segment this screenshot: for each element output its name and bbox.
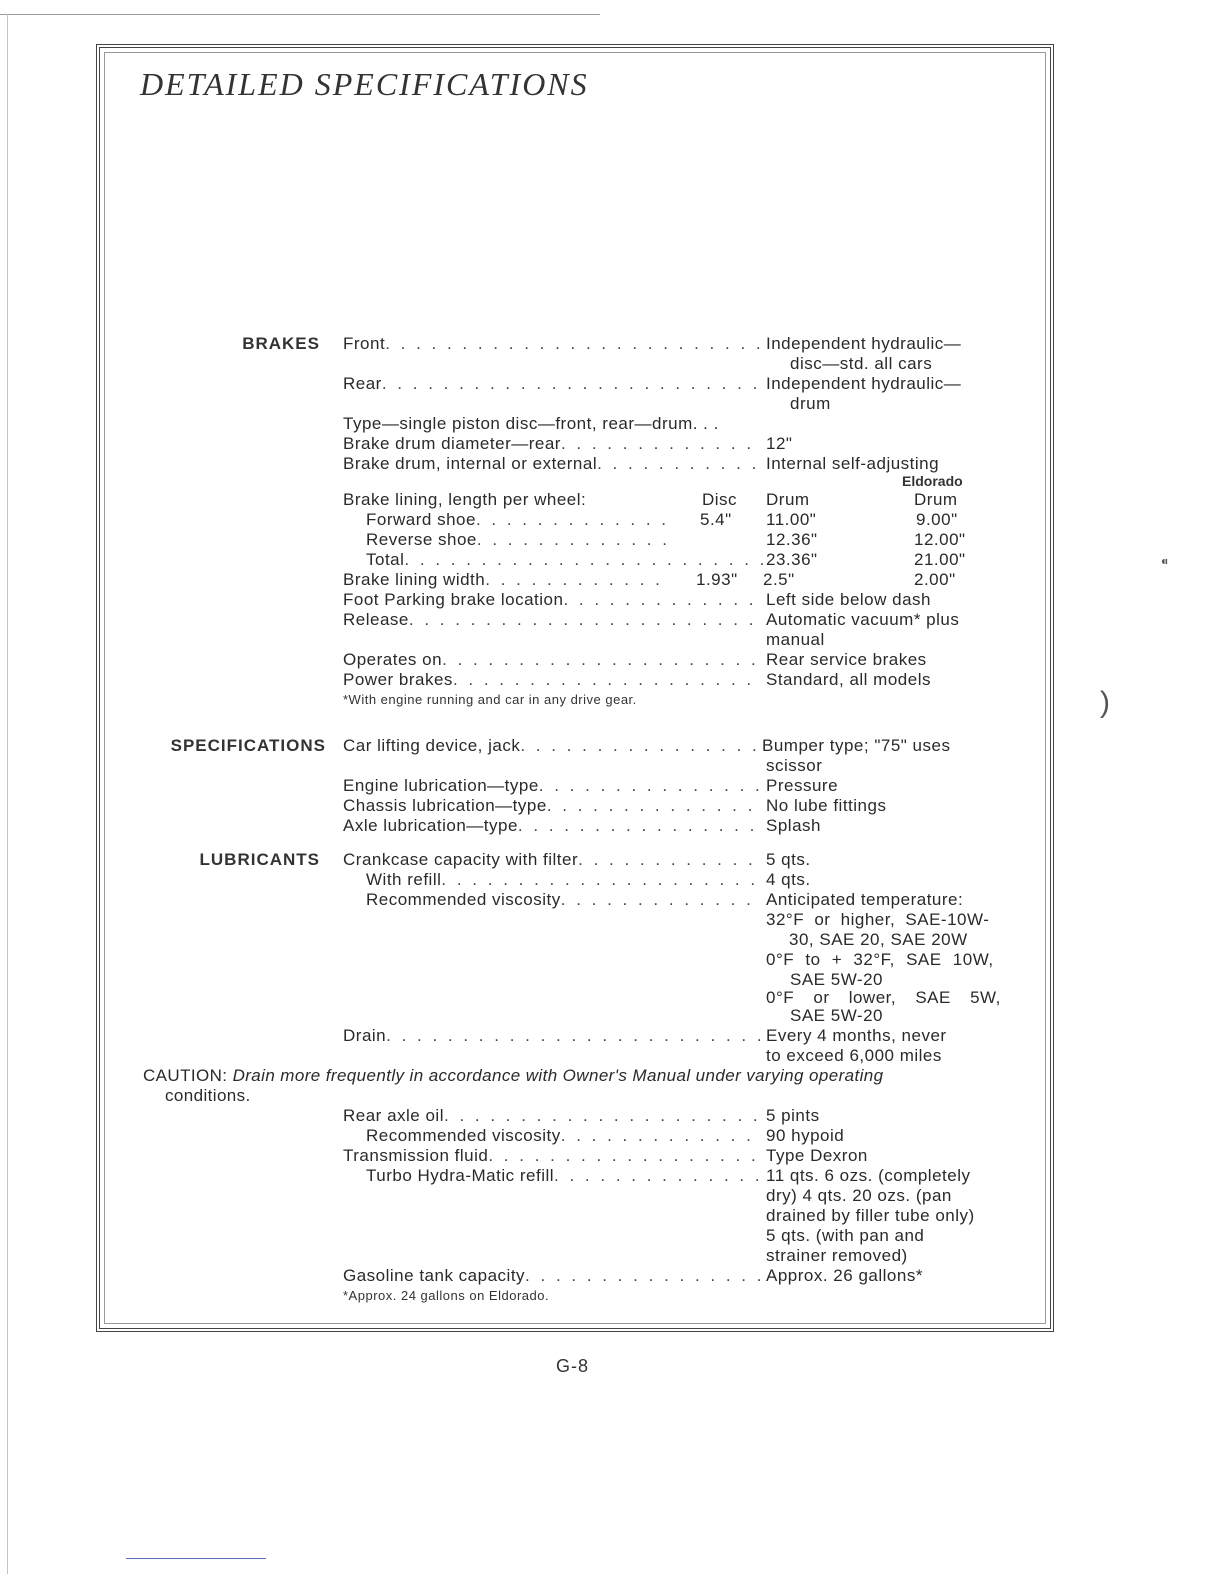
- lining-row-eldorado: 21.00": [914, 550, 966, 569]
- spec-value-rear: Independent hydraulic—: [766, 374, 962, 393]
- spec-value-drain-cont: to exceed 6,000 miles: [766, 1046, 942, 1065]
- turbo-line: drained by filler tube only): [766, 1206, 975, 1225]
- spec-value-rear-axle-oil: 5 pints: [766, 1106, 820, 1125]
- spec-value-crankcase: 5 qts.: [766, 850, 811, 869]
- section-heading-lubricants: LUBRICANTS: [199, 850, 320, 869]
- scan-mark: ⁌: [1160, 552, 1169, 572]
- spec-label-lining-width: Brake lining width . . .: [343, 570, 671, 590]
- spec-label-release: Release . . .: [343, 610, 763, 630]
- column-header-eldorado-drum: Drum: [914, 490, 958, 509]
- spec-value-rear-cont: drum: [790, 394, 831, 413]
- lining-header-label: Brake lining, length per wheel:: [343, 490, 587, 509]
- spec-value-drain: Every 4 months, never: [766, 1026, 947, 1045]
- page-number: G-8: [556, 1356, 590, 1376]
- caution-prefix: CAUTION:: [143, 1066, 228, 1085]
- spec-value-drum-internal: Internal self-adjusting: [766, 454, 940, 473]
- spec-label-transmission: Transmission fluid . . .: [343, 1146, 763, 1166]
- spec-label-viscosity: Recommended viscosity . . .: [366, 890, 763, 910]
- scan-mark: ): [1100, 686, 1110, 719]
- column-header-disc: Disc: [702, 490, 738, 509]
- spec-label-crankcase: Crankcase capacity with filter . . .: [343, 850, 763, 870]
- caution-note: [143, 1066, 1019, 1106]
- lining-width-eldorado: 2.00": [914, 570, 956, 589]
- spec-label-refill: With refill . . .: [366, 870, 763, 890]
- page-title: DETAILED SPECIFICATIONS: [140, 66, 589, 102]
- lubricants-footnote: *Approx. 24 gallons on Eldorado.: [343, 1288, 550, 1303]
- viscosity-line: 30, SAE 20, SAE 20W: [789, 930, 968, 949]
- turbo-line: dry) 4 qts. 20 ozs. (pan: [766, 1186, 952, 1205]
- lining-row-label: Total . . .: [366, 550, 763, 570]
- spec-value-parking: Left side below dash: [766, 590, 931, 609]
- spec-value-drum-diameter: 12": [766, 434, 793, 453]
- spec-label-drain: Drain . . .: [343, 1026, 763, 1046]
- section-heading-specifications: SPECIFICATIONS: [170, 736, 326, 755]
- section-heading-brakes: BRAKES: [242, 334, 320, 353]
- viscosity-line: SAE 5W-20: [790, 1006, 884, 1025]
- spec-label-gasoline: Gasoline tank capacity . . .: [343, 1266, 763, 1286]
- caution-text-cont: conditions.: [165, 1086, 251, 1105]
- spec-value-engine: Pressure: [766, 776, 839, 795]
- spec-label-drum-internal: Brake drum, internal or external . . .: [343, 454, 763, 474]
- caution-text: Drain more frequently in accordance with Owner's Manual under varying operating: [232, 1066, 884, 1085]
- spec-label-turbo: Turbo Hydra-Matic refill . . .: [366, 1166, 763, 1186]
- spec-label-axle-viscosity: Recommended viscosity . . .: [366, 1126, 763, 1146]
- turbo-line: 5 qts. (with pan and: [766, 1226, 925, 1245]
- scan-left-rule: [7, 14, 8, 1574]
- lining-row-drum: 11.00": [766, 510, 817, 529]
- lining-row-eldorado: 9.00": [916, 510, 958, 529]
- spec-label-drum-diameter: Brake drum diameter—rear . . .: [343, 434, 763, 454]
- spec-label-parking: Foot Parking brake location . . .: [343, 590, 763, 610]
- lining-row-label: Forward shoe . . .: [366, 510, 671, 530]
- scan-top-rule: [0, 14, 600, 15]
- turbo-line: strainer removed): [766, 1246, 908, 1265]
- brakes-footnote: *With engine running and car in any drive gear.: [343, 692, 637, 707]
- spec-value-transmission: Type Dexron: [766, 1146, 868, 1165]
- lining-row-drum: 23.36": [766, 550, 818, 569]
- lining-row-drum: 12.36": [766, 530, 818, 549]
- spec-value-release-cont: manual: [766, 630, 825, 649]
- spec-label-front: Front . . .: [343, 334, 763, 354]
- spec-value-refill: 4 qts.: [766, 870, 811, 889]
- spec-value-chassis: No lube fittings: [766, 796, 887, 815]
- column-header-eldorado: Eldorado: [902, 473, 963, 489]
- spec-value-operates: Rear service brakes: [766, 650, 927, 669]
- spec-value-axle: Splash: [766, 816, 821, 835]
- spec-value-front-cont: disc—std. all cars: [790, 354, 933, 373]
- lining-row-eldorado: 12.00": [914, 530, 966, 549]
- viscosity-line: Anticipated temperature:: [766, 890, 964, 909]
- viscosity-line: 32°F or higher, SAE-10W-: [766, 910, 990, 929]
- spec-value-release: Automatic vacuum* plus: [766, 610, 960, 629]
- spec-value-jack: Bumper type; "75" uses: [762, 736, 951, 755]
- lining-width-disc: 1.93": [696, 570, 738, 589]
- spec-value-axle-viscosity: 90 hypoid: [766, 1126, 845, 1145]
- viscosity-line: 0°F or lower, SAE 5W,: [766, 988, 1001, 1007]
- spec-value-jack-cont: scissor: [766, 756, 823, 775]
- spec-label-chassis: Chassis lubrication—type . . .: [343, 796, 763, 816]
- spec-type-line: Type—single piston disc—front, rear—drum. . .: [343, 414, 719, 433]
- lining-width-drum: 2.5": [763, 570, 795, 589]
- turbo-line: 11 qts. 6 ozs. (completely: [766, 1166, 971, 1185]
- lining-row-disc: 5.4": [700, 510, 732, 529]
- viscosity-line: 0°F to + 32°F, SAE 10W,: [766, 950, 994, 969]
- column-header-drum: Drum: [766, 490, 810, 509]
- spec-label-power: Power brakes . . .: [343, 670, 763, 690]
- spec-label-axle: Axle lubrication—type . . .: [343, 816, 763, 836]
- spec-value-gasoline: Approx. 26 gallons*: [766, 1266, 923, 1285]
- scan-bottom-rule: [126, 1558, 266, 1559]
- spec-label-jack: Car lifting device, jack . . .: [343, 736, 759, 756]
- spec-label-rear: Rear . . .: [343, 374, 763, 394]
- spec-label-operates: Operates on . . .: [343, 650, 763, 670]
- spec-label-engine: Engine lubrication—type . . .: [343, 776, 763, 796]
- spec-value-power: Standard, all models: [766, 670, 931, 689]
- lining-row-label: Reverse shoe . . .: [366, 530, 671, 550]
- spec-label-rear-axle-oil: Rear axle oil . . .: [343, 1106, 763, 1126]
- spec-value-front: Independent hydraulic—: [766, 334, 962, 353]
- viscosity-line: SAE 5W-20: [790, 970, 884, 989]
